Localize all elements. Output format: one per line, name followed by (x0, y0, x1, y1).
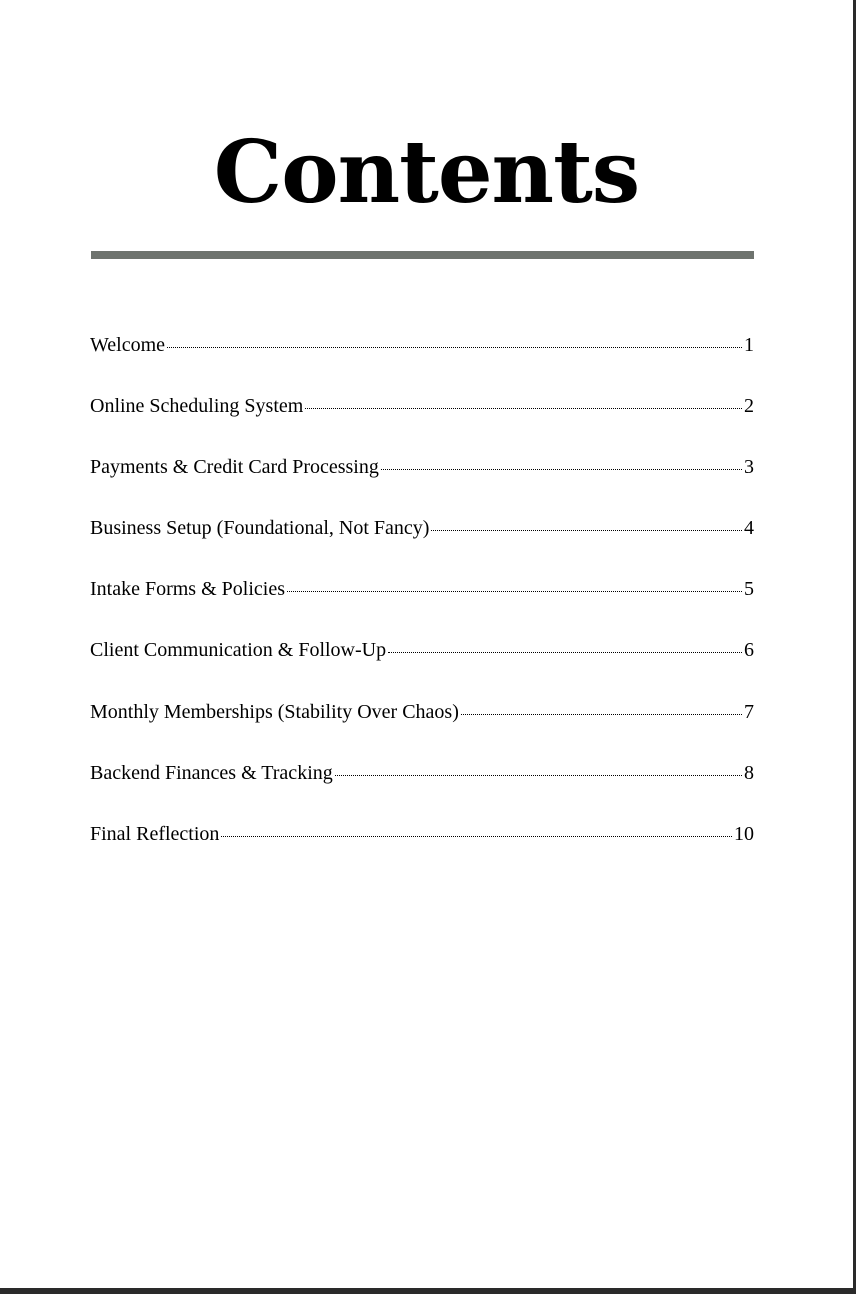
toc-dot-leader (381, 469, 742, 470)
toc-entry-label: Payments & Credit Card Processing (90, 456, 379, 479)
table-of-contents (90, 330, 754, 880)
title-divider (91, 251, 754, 259)
page-edge-bottom (0, 1288, 856, 1294)
toc-dot-leader (461, 714, 742, 715)
toc-entry-client-communication[interactable] (90, 635, 754, 665)
toc-entry-intake-forms[interactable] (90, 574, 754, 604)
toc-entry-label: Intake Forms & Policies (90, 578, 285, 601)
toc-dot-leader (305, 408, 742, 409)
toc-dot-leader (167, 347, 742, 348)
toc-dot-leader (335, 775, 742, 776)
toc-entry-welcome[interactable] (90, 330, 754, 360)
toc-entry-monthly-memberships[interactable] (90, 697, 754, 727)
toc-entry-label: Online Scheduling System (90, 395, 304, 418)
toc-entry-label: Welcome (90, 334, 166, 356)
toc-page-number: 7 (744, 700, 754, 723)
toc-page-number: 2 (744, 395, 754, 418)
toc-dot-leader (221, 836, 732, 837)
toc-entry-business-setup[interactable] (90, 513, 754, 543)
toc-page-number: 10 (734, 822, 754, 845)
toc-page-number: 3 (744, 456, 754, 479)
page-title: Contents (213, 122, 640, 223)
toc-entry-label: Monthly Memberships (Stability Over Chaos) (90, 700, 459, 723)
toc-entry-online-scheduling-system[interactable] (90, 391, 754, 421)
toc-dot-leader (388, 652, 742, 653)
toc-entry-label: Final Reflection (90, 822, 220, 845)
toc-entry-final-reflection[interactable] (90, 819, 754, 849)
toc-entry-label: Client Communication & Follow-Up (90, 639, 387, 662)
toc-entry-label: Business Setup (Foundational, Not Fancy) (90, 517, 430, 540)
toc-entry-backend-finances[interactable] (90, 758, 754, 788)
toc-dot-leader (431, 530, 742, 531)
toc-page-number: 1 (744, 334, 754, 356)
toc-page-number: 5 (744, 578, 754, 601)
toc-page-number: 4 (744, 517, 754, 540)
toc-page-number: 6 (744, 639, 754, 662)
toc-dot-leader (287, 591, 742, 592)
toc-entry-label: Backend Finances & Tracking (90, 761, 333, 784)
toc-page-number: 8 (744, 761, 754, 784)
toc-entry-payments[interactable] (90, 452, 754, 482)
